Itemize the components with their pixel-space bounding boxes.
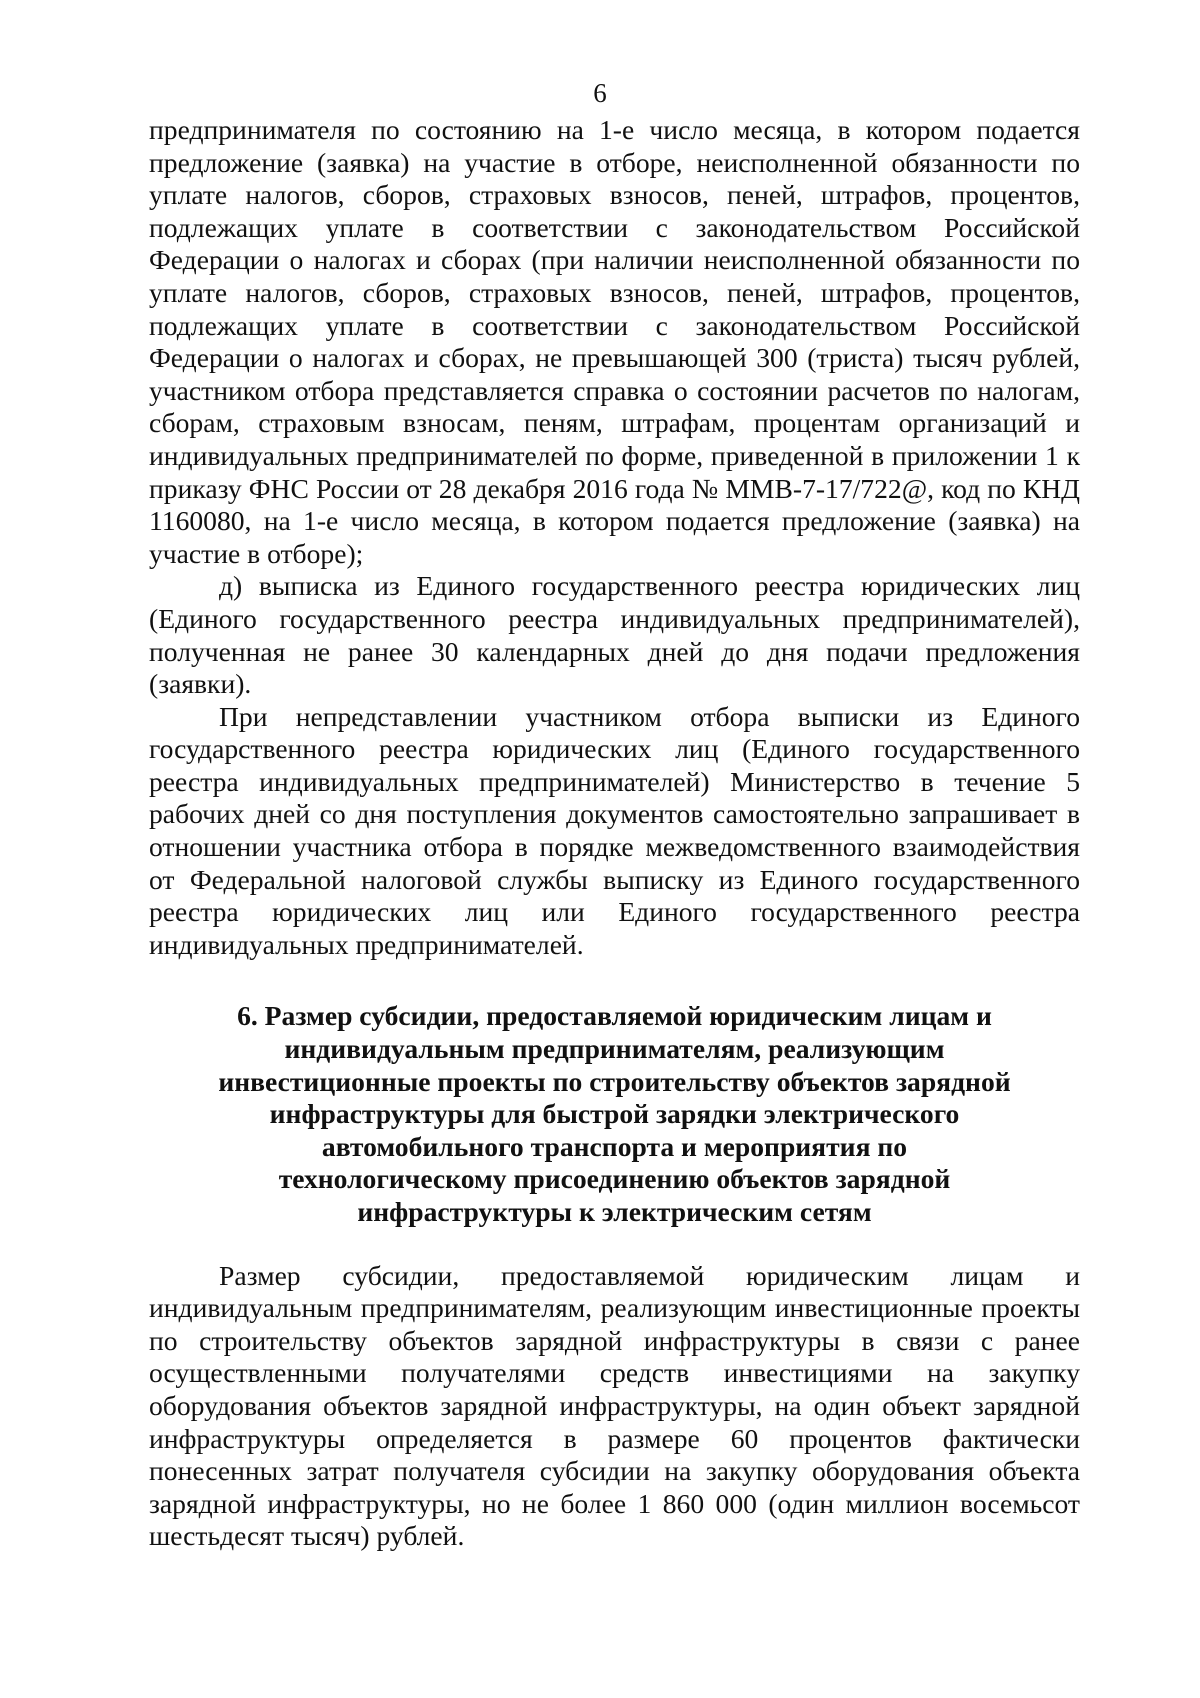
paragraph-subsidy-amount: Размер субсидии, предоставляемой юридическим лицам и индивидуальным предпринимателям, реализующим инвестиционные проекты по строительству объектов зарядной инфраструктуры в связи с ранее осуществленными получателями средств инвестициями на закупку оборудования объектов зарядной инфраструктуры, на один объект зарядной инфраструктуры определяется в размере 60 процентов фактически понесенных затрат получателя субсидии на закупку оборудования объекта зарядной инфраструктуры, но не более 1 860 000 (один миллион восемьсот шестьдесят тысяч) рублей.	[149, 1259, 1080, 1552]
document-body	[149, 114, 1080, 1553]
section-6-heading: 6. Размер субсидии, предоставляемой юридическим лицам и индивидуальным предпринимателям, реализующим инвестиционные проекты по строительству объектов зарядной инфраструктуры для быстрой зарядки электрического автомобильного транспорта и мероприятия по технологическому присоединению объектов зарядной инфраструктуры к электрическим сетям	[218, 1000, 1011, 1227]
paragraph-ministry-request: При непредставлении участником отбора выписки из Единого государственного реестра юридических лиц (Единого государственного реестра индивидуальных предпринимателей) Министерство в течение 5 рабочих дней со дня поступления документов самостоятельно запрашивает в отношении участника отбора в порядке межведомственного взаимодействия от Федеральной налоговой службы выписку из Единого государственного реестра юридических лиц или Единого государственного реестра индивидуальных предпринимателей.	[149, 700, 1080, 960]
page-number: 6	[593, 78, 607, 108]
section-spacer	[149, 1229, 1080, 1260]
paragraph-tax-obligation: предпринимателя по состоянию на 1-е число месяца, в котором подается предложение (заявка) на участие в отборе, неисполненной обязанности по уплате налогов, сборов, страховых взносов, пеней, штрафов, процентов, подлежащих уплате в соответствии с законодательством Российской Федерации о налогах и сборах (при наличии неисполненной обязанности по уплате налогов, сборов, страховых взносов, пеней, штрафов, процентов, подлежащих уплате в соответствии с законодательством Российской Федерации о налогах и сборах, не превышающей 300 (триста) тысяч рублей, участником отбора представляется справка о состоянии расчетов по налогам, сборам, страховым взносам, пеням, штрафам, процентам организаций и индивидуальных предпринимателей по форме, приведенной в приложении 1 к приказу ФНС России от 28 декабря 2016 года № ММВ-7-17/722@, код по КНД 1160080, на 1-е число месяца, в котором подается предложение (заявка) на участие в отборе);	[149, 114, 1080, 569]
paragraph-egrul-extract: д) выписка из Единого государственного реестра юридических лиц (Единого государственного реестра индивидуальных предпринимателей), полученная не ранее 30 календарных дней до дня подачи предложения (заявки).	[149, 570, 1080, 700]
